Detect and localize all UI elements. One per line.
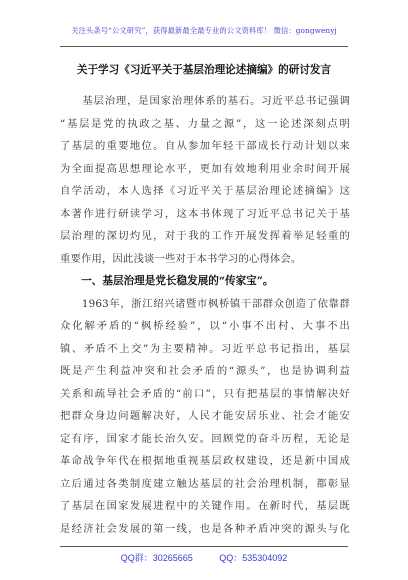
footer-contact <box>0 551 408 564</box>
paragraph-2 <box>60 293 350 541</box>
text-line: 立后通过各类制度建立触达基层的社会治理机制，都彰显 <box>60 477 350 490</box>
text-line: 为全面提高思想理论水平，更加有效地利用业余时间开展 <box>60 162 350 175</box>
text-line: 基层治理，是国家治理体系的基石。习近平总书记强调 <box>60 95 350 107</box>
document-body <box>60 90 350 540</box>
text-line: 镇、矛盾不上交”为主要精神。习近平总书记指出，基层 <box>60 342 350 355</box>
header-rule <box>60 46 348 47</box>
qq-group-number: QQ群：30265665 <box>120 553 193 563</box>
text-line: 本著作进行研读学习，这本书体现了习近平总书记关于基 <box>60 207 350 220</box>
text-line: 了基层的重要地位。自从参加年轻干部成长行动计划以来 <box>60 140 350 152</box>
footer-rule <box>60 546 348 547</box>
qq-number: QQ：535304092 <box>219 553 288 563</box>
text-line: 众化解矛盾的“枫桥经验”，以“小事不出村、大事不出 <box>60 320 350 332</box>
text-line: 定有序，国家才能长治久安。回顾党的奋斗历程，无论是 <box>60 432 350 445</box>
text-line: “基层是党的执政之基、力量之源”，这一论述深刻点明 <box>60 117 350 130</box>
text-line: 把群众身边问题解决好，人民才能安居乐业、社会才能安 <box>60 410 350 422</box>
text-line: 革命战争年代在根据地重视基层政权建设，还是新中国成 <box>60 455 350 467</box>
text-line: 重要作用，因此浅谈一些对于本书学习的心得体会。 <box>60 252 302 265</box>
text-line: 1963年，浙江绍兴诸暨市枫桥镇干部群众创造了依靠群 <box>60 297 350 310</box>
text-line: 是经济社会发展的第一线，也是各种矛盾冲突的源头与化 <box>60 522 350 535</box>
paragraph-1 <box>60 90 350 270</box>
text-line: 层治理的深切灼见，对于我的工作开展发挥着举足轻重的 <box>60 230 350 242</box>
text-line: 了基层在国家发展进程中的关键作用。在新时代，基层既 <box>60 500 350 512</box>
header-banner: 关注头条号“公文研究”，获得最新最全最专业的公文资料库！ 微信：gongwenyj <box>71 26 337 35</box>
text-line: 自学活动，本人选择《习近平关于基层治理论述摘编》这 <box>60 185 350 197</box>
document-title: 关于学习《习近平关于基层治理论述摘编》的研讨发言 <box>76 64 332 76</box>
text-line: 关系和疏导社会矛盾的“前口”，只有把基层的事情解决好 <box>60 387 350 400</box>
text-line: 既是产生利益冲突和社会矛盾的“源头”，也是协调利益 <box>60 365 350 377</box>
section-heading: 一、基层治理是党长稳发展的“传家宝”。 <box>60 275 274 287</box>
